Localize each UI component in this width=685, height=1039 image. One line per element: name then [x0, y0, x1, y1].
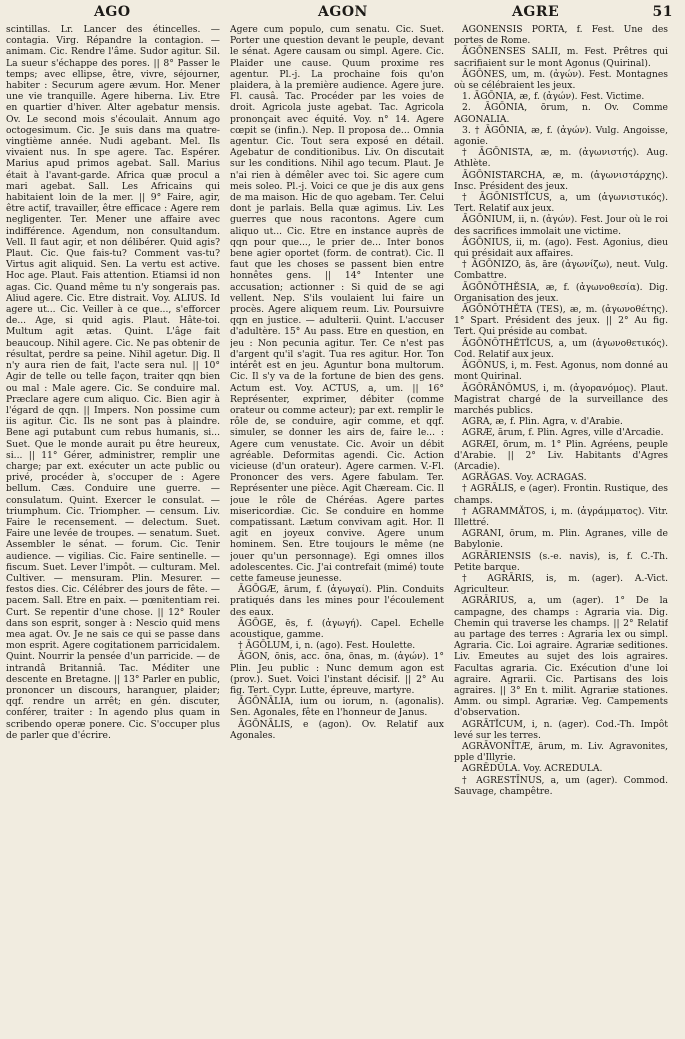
entry-agonia-2: 2. ĀGŌNIA, ōrum, n. Ov. Comme AGONALIA. [454, 102, 668, 125]
entry-agonotheticus: ĀGŌNŎTHĔTĬCUS, a, um (ἀγωνοθετικός). Cod. Relatif aux jeux. [454, 337, 668, 360]
column-2 [230, 24, 444, 1036]
entry-agonista: † ĀGŌNISTA, æ, m. (ἀγωνιστής). Aug. Athlète. [454, 147, 668, 170]
entry-agonalis: ĀGŌNĀLIS, e (agon). Ov. Relatif aux Agonales. [230, 718, 444, 741]
header-center-guideword: AGON [318, 4, 368, 20]
header-left-guideword: AGO [94, 4, 131, 20]
entry-agonotheta: ĀGŌNŎTHĔTA (TES), æ, m. (ἀγωνοθέτης). 1° Spart. Président des jeux. || 2° Au fig. Tert. Qui préside au combat. [454, 304, 668, 338]
entry-agrestinus: † AGRESTĪNUS, a, um (ager). Commod. Sauvage, champêtre. [454, 774, 668, 797]
entry-agonizo: † ĀGŌNIZO, ās, āre (ἀγωνίζω), neut. Vulg. Combattre. [454, 259, 668, 282]
text-columns [6, 24, 679, 1036]
column-1 [6, 24, 220, 1036]
entry-agonus: ĀGŌNUS, i, m. Fest. Agonus, nom donné au mont Quirinal. [454, 360, 668, 383]
entry-agravonitae: AGRĀVONĪTÆ, ārum, m. Liv. Agravonites, pple d'Illyrie. [454, 741, 668, 764]
entry-agonius: ĀGŌNIUS, ii, m. (ago). Fest. Agonius, dieu qui présidait aux affaires. [454, 236, 668, 260]
entry-agonisticus: † ĀGŌNISTĬCUS, a, um (ἀγωνιστικός). Tert. Relatif aux jeux. [454, 192, 668, 215]
entry-agragas: AGRĂGAS. Voy. ACRAGAS. [462, 472, 587, 484]
entry-agones: ĀGŌNES, um, m. (ἀγών). Fest. Montagnes où se célébraient les jeux. [454, 68, 668, 92]
entry-agra: AGRA, æ, f. Plin. Agra, v. d'Arabie. [462, 416, 623, 428]
entry-agoranomus: ĀGŎRĀNŎMUS, i, m. (ἀγορανόμος). Plaut. Magistrat chargé de la surveillance des marchés publics. [454, 382, 668, 416]
entry-agredula: AGRĒDŬLA. Voy. ACREDULA. [462, 763, 603, 775]
entry-agonia-1: 1. ĀGŌNIA, æ, f. (ἀγών). Fest. Victime. [462, 91, 645, 103]
entry-agoge: ĀGŌGE, ēs, f. (ἀγωγή). Capel. Echelle acoustique, gamme. [230, 617, 444, 640]
entry-agon: ĀGON, ōnis, acc. ōna, ōnas, m. (ἀγών). 1° Plin. Jeu public : Nunc demum agon est (prov.). Suet. Voici l'instant décisif. || 2° Au fig. Tert. Cypr. Lutte, épreuve, martyre. [230, 651, 444, 696]
entry-agolum: † ĀGŌLUM, i, n. (ago). Fest. Houlette. [238, 640, 416, 652]
entry-agonenses: ĀGŌNENSES SALII, m. Fest. Prêtres qui sacrifiaient sur le mont Agonus (Quirinal). [454, 46, 668, 69]
entry-agogae: ĀGŌGÆ, ārum, f. (ἀγωγαί). Plin. Conduits pratiqués dans les mines pour l'écoulement des eaux. [230, 584, 444, 618]
entry-agonium: ĀGŌNIUM, ii, n. (ἀγών). Fest. Jour où le roi des sacrifices immolait une victime. [454, 214, 668, 237]
entry-agrariensis: AGRĀRIENSIS (s.-e. navis), is, f. C.-Th. Petite barque. [454, 550, 668, 573]
entry-agrae: AGRÆ, ārum, f. Plin. Agres, ville d'Arcadie. [462, 427, 664, 439]
entry-agonothesia: ĀGŌNŎTHĔSIA, æ, f. (ἀγωνοθεσία). Dig. Organisation des jeux. [454, 281, 668, 304]
entry-agonia-3: 3. † ĀGŌNIA, æ, f. (ἀγών). Vulg. Angoisse, agonie. [454, 124, 668, 148]
entry-agrani: AGRANI, ōrum, m. Plin. Agranes, ville de Babylonie. [454, 528, 668, 551]
column-3 [454, 24, 668, 1036]
page-header [6, 4, 679, 22]
entry-agonalia: ĀGŌNĀLIA, ium ou iorum, n. (agonalis). Sen. Agonales, fête en l'honneur de Janus. [230, 696, 444, 719]
entry-agraris: † AGRĀRIS, is, m. (ager). A.-Vict. Agriculteur. [454, 572, 668, 596]
entry-agonistarcha: ĀGŌNISTARCHA, æ, m. (ἀγωνιστάρχης). Insc. Président des jeux. [454, 169, 668, 192]
page-number: 51 [652, 4, 673, 20]
header-right-guideword: AGRE [512, 4, 560, 20]
entry-agonensis: ĀGŌNENSIS PORTA, f. Fest. Une des portes de Rome. [454, 24, 668, 47]
entry-paragraph: Agere cum populo, cum senatu. Cic. Suet. Porter une question devant le peuple, devant le sénat. Agere causam ou simpl. Agere. Cic. Plaider une cause. Quum proxime res agentur. Pl.-j. La prochaine fois qu'on plaidera, à la première audience. Agere jure. Fl. causâ. Tac. Procéder par les voies de droit. Agricola juste agebat. Tac. Agricola prononçait avec équité. Voy. n° 14. Agere cœpit se (infin.). Nep. Il proposa de... Omnia agentur. Cic. Tout sera exposé en détail. Agebatur de conditionibus. Liv. On discutait sur les conditions. Nihil ago tecum. Plaut. Je n'ai rien à démêler avec toi. Sic agere cum meis soleo. Pl.-j. Voici ce que je dis aux gens de ma maison. Hic de quo agebam. Ter. Celui dont je parlais. Bella quæ agimus. Liv. Les guerres que nous racontons. Agere cum aliquo ut... Cic. Etre en instance auprès de qqn pour que..., le prier de... Inter bonos bene agier oportet (form. de contrat). Cic. Il faut que les choses se passent bien entre honnêtes gens. || 14° Intenter une accusation; actionner : Si quid de se agi vellent. Nep. S'ils voulaient lui faire un procès. Agere aliquem reum. Liv. Poursuivre qqn en justice. — adulterii. Quint. L'accuser d'adultère. 15° Au pass. Etre en question, en jeu : Non pecunia agitur. Ter. Ce n'est pas d'argent qu'il s'agit. Tua res agitur. Hor. Ton intérêt est en jeu. Aguntur bona multorum. Cic. Il s'y va de la fortune de bien des gens. Actum est. Voy. ACTUS, a, um. || 16° Représenter, exprimer, débiter (comme orateur ou comme acteur); par ext. remplir le rôle de, se conduire, agir comme, et qqf. simuler, se donner les airs de, faire le... : Agere cum venustate. Cic. Avoir un débit agréable. Deformitas agendi. Cic. Action vicieuse (d'un orateur). Agere carmen. V.-Fl. Prononcer des vers. Agere fabulam. Ter. Représenter une pièce. Agit Chæream. Cic. Il joue le rôle de Chéréas. Agere partes misericordiæ. Cic. Se conduire en homme compatissant. Lætum convivam agit. Hor. Il agit en joyeux convive. Agere unum hominem. Sen. Etre toujours le même (ne jouer qu'un personnage). Egi omnes illos adolescentes. Cic. J'ai contrefait (mimé) toute cette fameuse jeunesse. [230, 24, 444, 584]
entry-paragraph: scintillas. Lr. Lancer des étincelles. — contagia. Virg. Répandre la contagion. — animam. Cic. Rendre l'âme. Sudor agitur. Sil. La sueur s'échappe des pores. || 8° Passer le temps; avec ellipse, être, vivre, séjourner, habiter : Securum agere ævum. Hor. Mener une vie tranquille. Agere hiberna. Liv. Etre en quartier d'hiver. Alter agebatur mensis. Ov. Le second mois s'écoulait. Annum ago octogesimum. Cic. Je suis dans ma quatre-vingtième année. Nudi agebant. Mel. Ils vivaient nus. In spe agere. Tac. Espérer. Marius apud primos agebat. Sall. Marius était à l'avant-garde. Africa quæ procul a mari agebat. Sall. Les Africains qui habitaient loin de la mer. || 9° Faire, agir, être actif, travailler, être efficace : Agere rem negligenter. Ter. Mener une affaire avec indifférence. Agendum, non consultandum. Vell. Il faut agir, et non délibérer. Quid agis? Plaut. Cic. Que fais-tu? Comment vas-tu? Virtus agit aliquid. Sen. La vertu est active. Hoc age. Plaut. Fais attention. Etiamsi id non agas. Cic. Quand même tu n'y songerais pas. Aliud agere. Cic. Etre distrait. Voy. ALIUS. Id agere ut... Cic. Veiller à ce que..., s'efforcer de... Age, si quid agis. Plaut. Hâte-toi. Multum agit ætas. Quint. L'âge fait beaucoup. Nihil agere. Cic. Ne pas obtenir de résultat, perdre sa peine. Nihil agetur. Dig. Il n'y aura rien de fait, l'acte sera nul. || 10° Agir de telle ou telle façon, traiter qqn bien ou mal : Male agere. Cic. Se conduire mal. Præclare agere cum aliquo. Cic. Bien agir à l'égard de qqn. || Impers. Non possime cum iis agitur. Cic. Ils ne sont pas à plaindre. Bene agi putabunt cum rebus humanis, si... Suet. Que le monde aurait pu être heureux, si... || 11° Gérer, administrer, remplir une charge; par ext. exécuter un acte public ou privé, procéder à, s'occuper de : Agere bellum. Cæs. Conduire une guerre. — consulatum. Quint. Exercer le consulat. — triumphum. Cic. Triompher. — censum. Liv. Faire le recensement. — delectum. Suet. Faire une levée de troupes. — senatum. Suet. Assembler le sénat. — forum. Cic. Tenir audience. — vigilias. Cic. Faire sentinelle. — fiscum. Suet. Lever l'impôt. — culturam. Mel. Cultiver. — mensuram. Plin. Mesurer. — festos dies. Cic. Célébrer des jours de fête. — pacem. Sall. Etre en paix. — pœnitentiam rei. Curt. Se repentir d'une chose. || 12° Rouler dans son esprit, songer à : Nescio quid mens mea agat. Ov. Je ne sais ce qui se passe dans mon esprit. Agere cogitationem parricidalem. Quint. Nourrir la pensée d'un parricide. — de intrandâ Britanniâ. Tac. Méditer une descente en Bretagne. || 13° Parler en public, prononcer un discours, haranguer, plaider; qqf. rendre un arrêt; en gén. discuter, conférer, traiter : In agendo plus quam in scribendo operæ ponere. Cic. S'occuper plus de parler que d'écrire. [6, 24, 220, 741]
entry-agrarius: AGRĀRIUS, a, um (ager). 1° De la campagne, des champs : Agraria via. Dig. Chemin qui traverse les champs. || 2° Relatif au partage des terres : Agraria lex ou simpl. Agraria. Cic. Loi agraire. Agrariæ seditiones. Liv. Emeutes au sujet des lois agraires. Facultas agraria. Cic. Exécution d'une loi agraire. Agrarii. Cic. Partisans des lois agraires. || 3° En t. milit. Agrariæ stationes. Amm. ou simpl. Agrariæ. Veg. Campements d'observation. [454, 595, 668, 719]
entry-agraei: AGRÆI, ōrum, m. 1° Plin. Agréens, peuple d'Arabie. || 2° Liv. Habitants d'Agres (Arcadie). [454, 438, 668, 472]
entry-agraticum: AGRĀTĬCUM, i, n. (ager). Cod.-Th. Impôt levé sur les terres. [454, 718, 668, 741]
entry-agrammatos: † AGRAMMĂTOS, i, m. (ἀγράμματος). Vitr. Illettré. [454, 505, 668, 528]
entry-agralis: † AGRĀLIS, e (ager). Frontin. Rustique, des champs. [454, 483, 668, 506]
